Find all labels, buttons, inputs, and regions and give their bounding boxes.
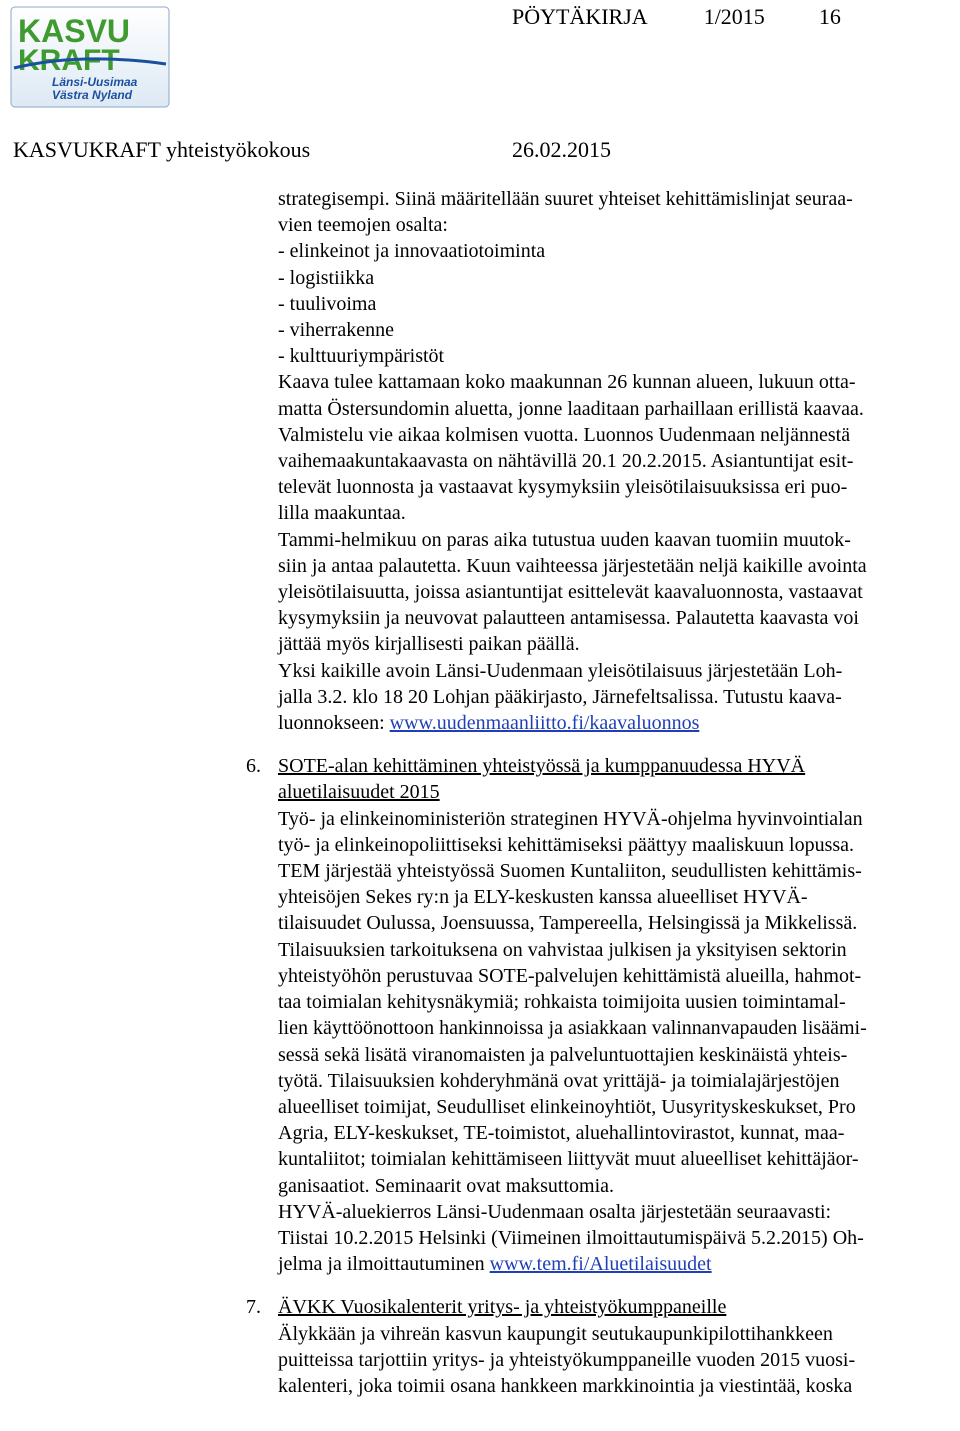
text-line: Tilaisuuksien tarkoituksena on vahvistaa julkisen ja yksityisen sektorin	[278, 938, 847, 961]
text-line: tilaisuudet Oulussa, Joensuussa, Tampereella, Helsingissä ja Mikkelissä.	[278, 912, 858, 935]
text-line: TEM järjestää yhteistyössä Suomen Kuntaliiton, seudullisten kehittämis-	[278, 860, 862, 883]
section-title: ÄVKK Vuosikalenterit yritys- ja yhteistyökumppaneille	[278, 1296, 727, 1319]
kasvukraft-logo-graphic	[10, 6, 170, 108]
section-7	[246, 1294, 954, 1399]
kaavaluonnos-link[interactable]: www.uudenmaanliitto.fi/kaavaluonnos	[389, 712, 700, 735]
text-line: Älykkään ja vihreän kasvun kaupungit seutukaupunkipilottihankkeen	[278, 1322, 833, 1345]
document-body	[246, 186, 954, 1399]
page-number: 16	[818, 4, 841, 29]
text-line: matta Östersundomin aluetta, jonne laaditaan parhaillaan erillistä kaavaa.	[278, 397, 864, 420]
text-line	[278, 1251, 954, 1277]
logo-region-sv: Västra Nyland	[52, 88, 133, 102]
section-title: SOTE-alan kehittäminen yhteistyössä ja kumppanuudessa HYVÄ	[278, 755, 806, 778]
text-line: lien käyttöönottoon hankinnoissa ja asiakkaan valinnanvapauden lisäämi-	[278, 1017, 867, 1040]
text-line: yhteistyöhön perustuvaa SOTE-palvelujen kehittämistä alueilla, hahmot-	[278, 964, 862, 987]
aluetilaisuudet-link[interactable]: www.tem.fi/Aluetilaisuudet	[489, 1253, 712, 1276]
text-line	[278, 710, 954, 736]
text-line: Agria, ELY-keskukset, TE-toimistot, aluehallintovirastot, kunnat, maa-	[278, 1122, 845, 1145]
text-line: Työ- ja elinkeinoministeriön strateginen HYVÄ-ohjelma hyvinvointialan	[278, 807, 863, 830]
section-6	[246, 753, 954, 1277]
text-line: yleisötilaisuutta, joissa asiantuntijat esittelevät kaavaluonnosta, vastaavat	[278, 581, 863, 604]
text-line: Valmistelu vie aikaa kolmisen vuotta. Luonnos Uudenmaan neljännestä	[278, 423, 851, 446]
logo-word-kasvu: KASVU	[18, 13, 131, 49]
text-line: strategisempi. Siinä määritellään suuret yhteiset kehittämislinjat seuraa-	[278, 188, 853, 210]
meeting-line	[13, 137, 611, 163]
text-line: ganisaatiot. Seminaarit ovat maksuttomia.	[278, 1174, 615, 1197]
section-title: aluetilaisuudet 2015	[278, 781, 440, 804]
text-line: kalenteri, joka toimii osana hankkeen markkinointia ja viestintää, koska	[278, 1374, 853, 1397]
meeting-date: 26.02.2015	[512, 137, 611, 162]
text-line: televät luonnosta ja vastaavat kysymyksiin yleisötilaisuuksissa eri puo-	[278, 476, 848, 499]
text-line: puitteissa tarjottiin yritys- ja yhteistyökumppaneille vuoden 2015 vuosi-	[278, 1348, 856, 1371]
text-line: Kaava tulee kattamaan koko maakunnan 26 kunnan alueen, lukuun otta-	[278, 371, 856, 394]
text-line: vien teemojen osalta:	[278, 214, 448, 237]
text-line: kuntaliitot; toimialan kehittämiseen liittyvät muut alueelliset kehittäjäor-	[278, 1148, 859, 1171]
list-item: - tuulivoima	[278, 292, 377, 315]
logo-word-kraft: KRAFT	[18, 44, 120, 77]
text-line: Tammi-helmikuu on paras aika tutustua uuden kaavan tuomiin muutok-	[278, 528, 851, 551]
text-line: kysymyksiin ja neuvovat palautteen antamisessa. Palautetta kaavasta voi	[278, 607, 859, 630]
document-title: PÖYTÄKIRJA	[512, 4, 648, 29]
text-line: yhteisöjen Sekes ry:n ja ELY-keskusten kanssa alueelliset HYVÄ-	[278, 886, 808, 909]
document-issue: 1/2015	[703, 4, 765, 29]
text-line: työ- ja elinkeinopoliittiseksi kehittämiseksi päättyy maaliskuun lopussa.	[278, 833, 855, 856]
text-line: alueelliset toimijat, Seudulliset elinkeinoyhtiöt, Uusyrityskeskukset, Pro	[278, 1095, 856, 1118]
logo-region-fi: Länsi-Uusimaa	[52, 75, 138, 89]
meeting-name: KASVUKRAFT yhteistyökokous	[13, 137, 311, 162]
text-line: sessä sekä lisätä viranomaisten ja palveluntuottajien keskinäistä yhteis-	[278, 1043, 848, 1066]
document-header	[512, 4, 841, 30]
text-line: lilla maakuntaa.	[278, 502, 406, 525]
text-line: jättää myös kirjallisesti paikan päällä.	[278, 633, 580, 656]
list-item: - viherrakenne	[278, 319, 395, 342]
intro-paragraphs	[278, 186, 954, 736]
text-line: taa toimialan kehitysnäkymiä; rohkaista toimijoita uusien toimintamal-	[278, 991, 846, 1014]
text-line: työtä. Tilaisuuksien kohderyhmänä ovat yrittäjä- ja toimialajärjestöjen	[278, 1069, 840, 1092]
text-fragment: luonnokseen:	[278, 712, 390, 735]
list-item: - kulttuuriympäristöt	[278, 345, 445, 368]
text-fragment: jelma ja ilmoittautuminen	[278, 1253, 490, 1276]
list-item: - elinkeinot ja innovaatiotoiminta	[278, 240, 546, 263]
text-line: Yksi kaikille avoin Länsi-Uudenmaan yleisötilaisuus järjestetään Loh-	[278, 659, 843, 682]
text-line: HYVÄ-aluekierros Länsi-Uudenmaan osalta järjestetään seuraavasti:	[278, 1200, 832, 1223]
text-line: vaihemaakuntakaavasta on nähtävillä 20.1 20.2.2015. Asiantuntijat esit-	[278, 450, 854, 473]
kasvukraft-logo	[10, 6, 170, 108]
section-number: 7.	[246, 1296, 261, 1319]
text-line: Tiistai 10.2.2015 Helsinki (Viimeinen ilmoittautumispäivä 5.2.2015) Oh-	[278, 1226, 864, 1249]
text-line: jalla 3.2. klo 18 20 Lohjan pääkirjasto, Järnefeltsalissa. Tutustu kaava-	[278, 685, 842, 708]
section-number: 6.	[246, 755, 261, 778]
list-item: - logistiikka	[278, 266, 375, 289]
text-line: siin ja antaa palautetta. Kuun vaihteessa järjestetään neljä kaikille avointa	[278, 554, 867, 577]
